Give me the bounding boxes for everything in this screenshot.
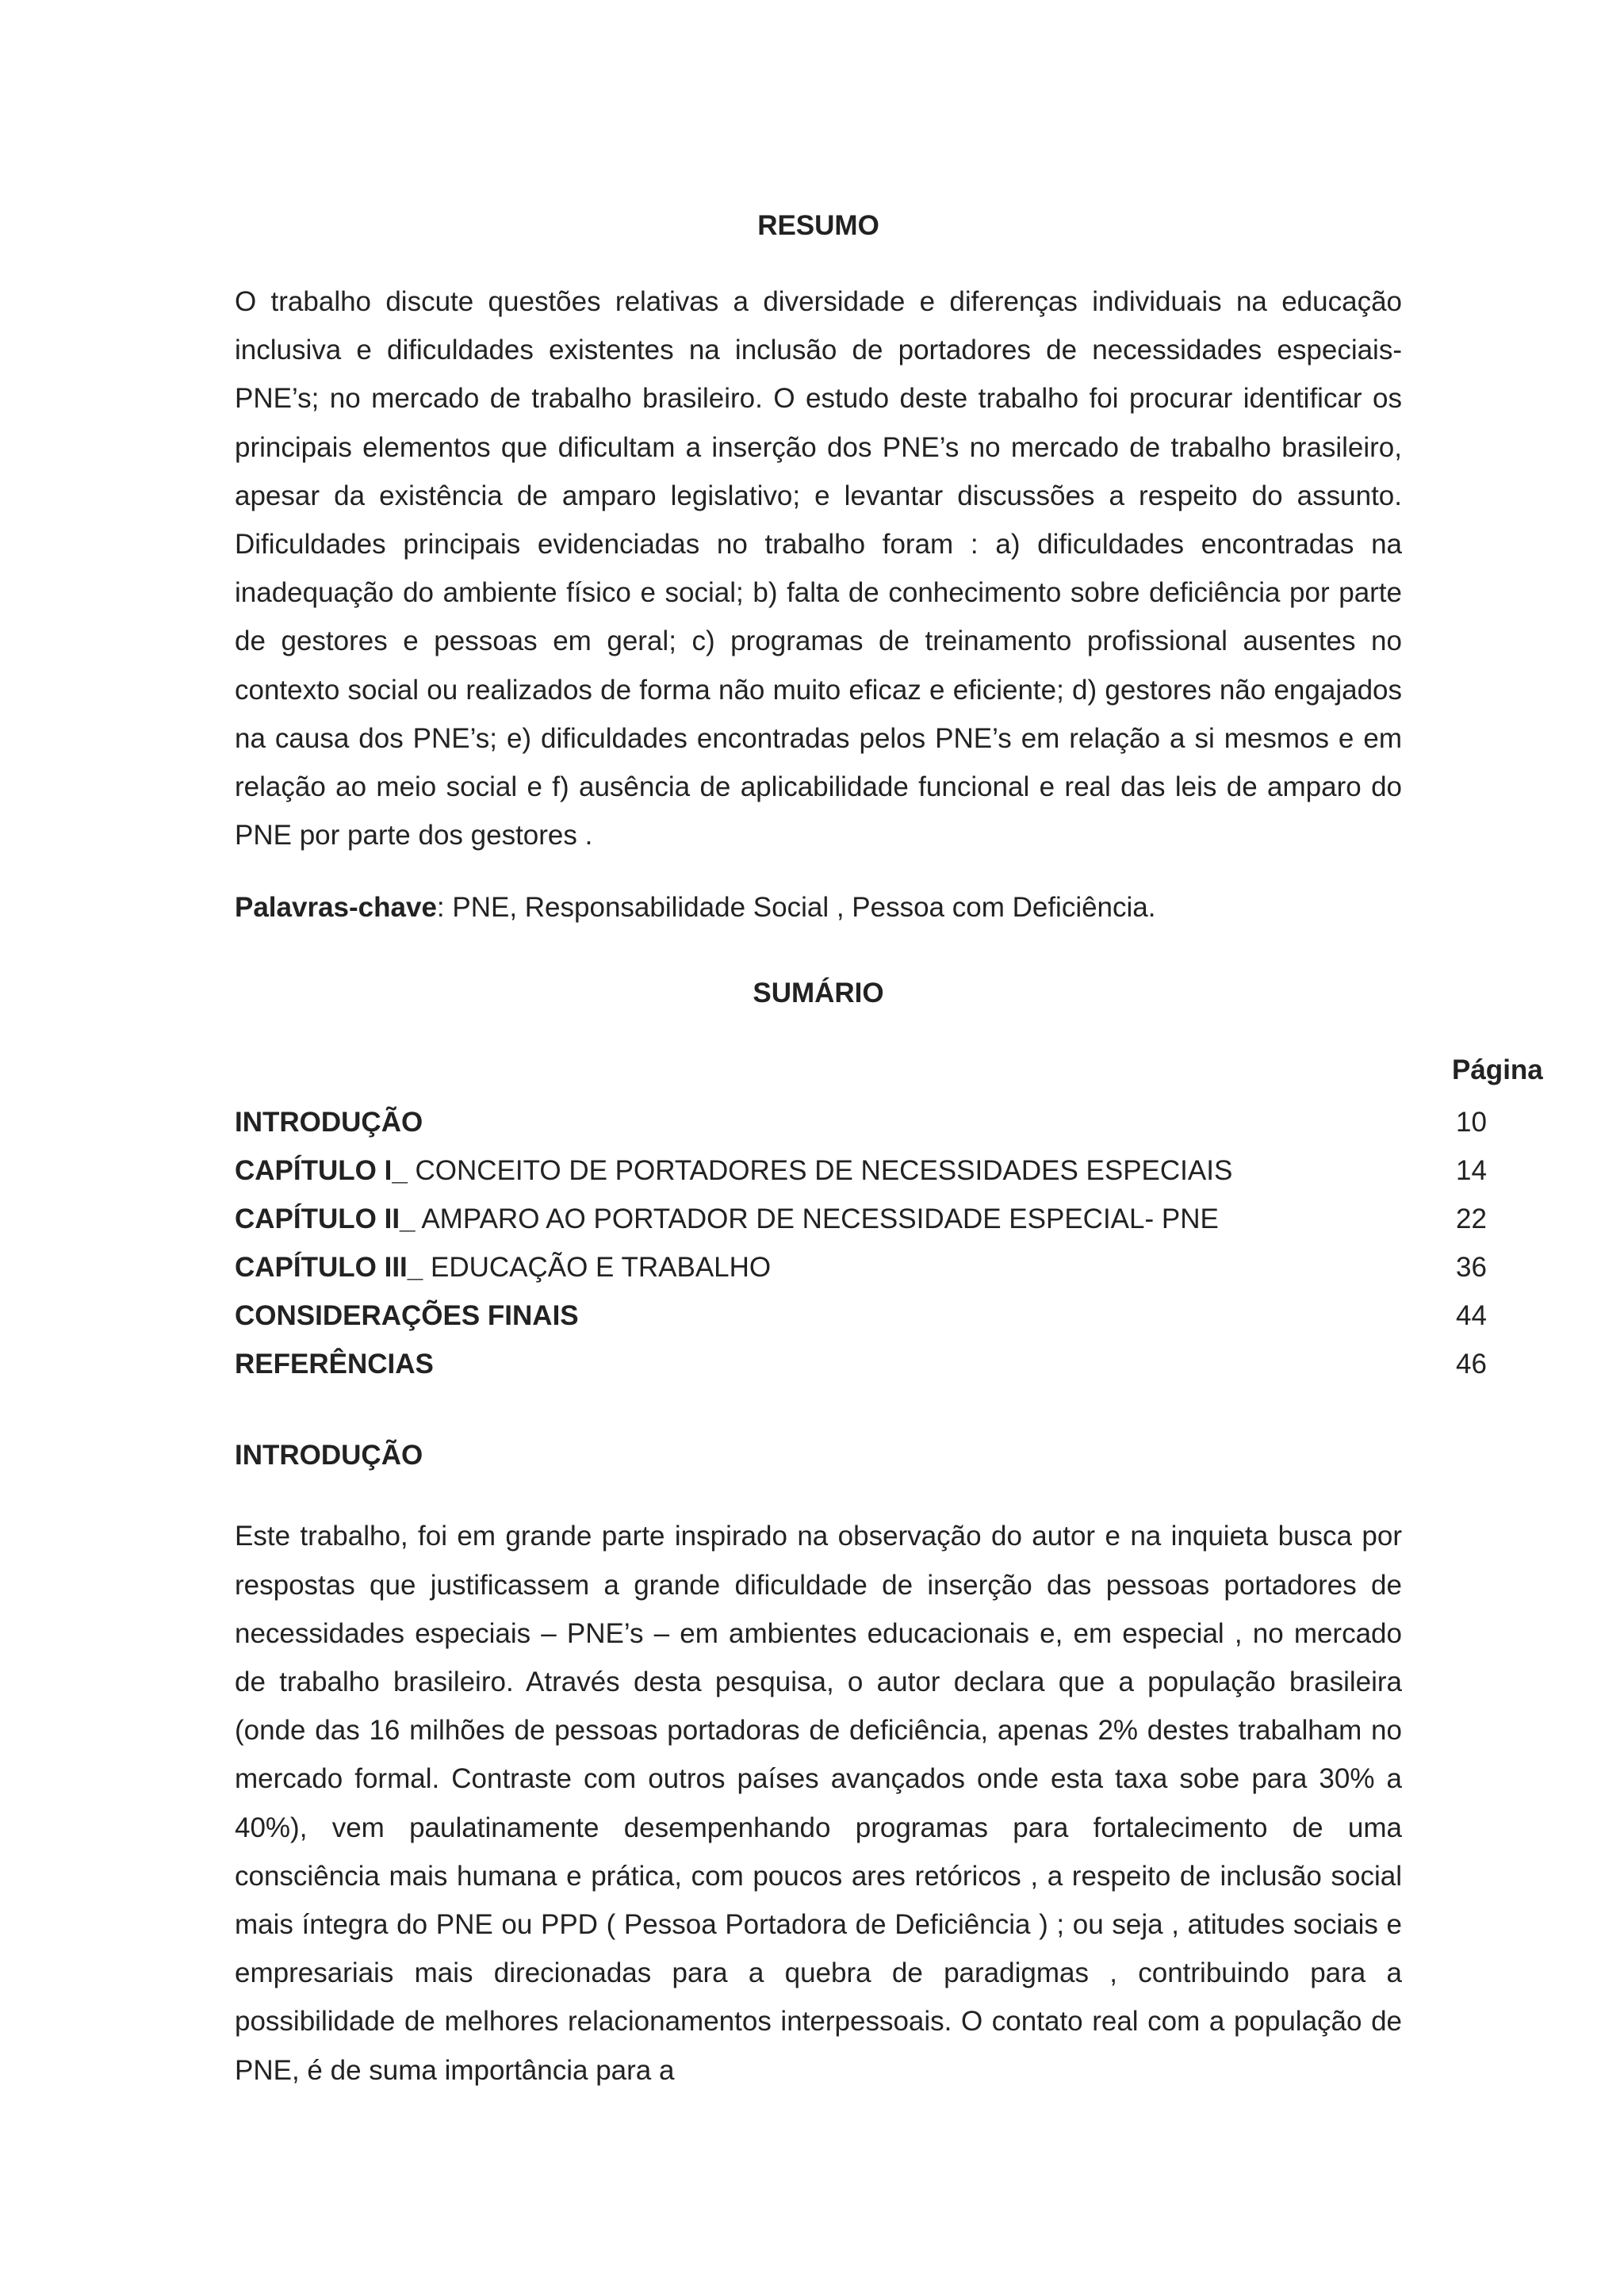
toc-page-header-label: Página [1452,1054,1543,1086]
keywords-text: : PNE, Responsabilidade Social , Pessoa com Deficiência. [436,892,1156,924]
introducao-heading: INTRODUÇÃO [235,1440,423,1471]
toc-entry-text: AMPARO AO PORTADOR DE NECESSIDADE ESPECIAL- PNE [415,1203,1219,1235]
resumo-paragraph: O trabalho discute questões relativas a diversidade e diferenças individuais na educação inclusiva e dificuldades existentes na inclusão de portadores de necessidades especiais-PNE’s; no mercado de trabalho brasileiro. O estudo deste trabalho foi procurar identificar os principais elementos que dificultam a inserção dos PNE’s no mercado de trabalho brasileiro, apesar da existência de amparo legislativo; e levantar discussões a respeito do assunto. Dificuldades principais evidenciadas no trabalho foram : a) dificuldades encontradas na inadequação do ambiente físico e social; b) falta de conhecimento sobre deficiência por parte de gestores e pessoas em geral; c) programas de treinamento profissional ausentes no contexto social ou realizados de forma não muito eficaz e eficiente; d) gestores não engajados na causa dos PNE’s; e) dificuldades encontradas pelos PNE’s em relação a si mesmos e em relação ao meio social e f) ausência de aplicabilidade funcional e real das leis de amparo do PNE por parte dos gestores . [235,286,1402,851]
toc-entry-page: 10 [1456,1107,1487,1138]
document-page [235,190,1543,2095]
toc-entry [235,1098,1567,1146]
sumario-heading: SUMÁRIO [753,978,884,1009]
toc-entry-bold: CONSIDERAÇÕES FINAIS [235,1300,579,1332]
toc-entry-page: 36 [1456,1252,1487,1284]
toc-entry-bold: INTRODUÇÃO [235,1107,423,1138]
toc-entry [235,1243,1567,1292]
toc-entry-bold: CAPÍTULO II_ [235,1203,416,1235]
toc-entry-page: 44 [1456,1300,1487,1332]
resumo-heading: RESUMO [757,210,879,241]
toc-entry [235,1292,1567,1340]
toc-entry-bold: REFERÊNCIAS [235,1349,434,1380]
toc-entry [235,1340,1567,1388]
toc-entry [235,1195,1567,1243]
introducao-paragraph: Este trabalho, foi em grande parte inspirado na observação do autor e na inquieta busca por respostas que justificassem a grande dificuldade de inserção das pessoas portadores de necessidades especiais – PNE’s – em ambientes educacionais e, em especial , no mercado de trabalho brasileiro. Através desta pesquisa, o autor declara que a população brasileira (onde das 16 milhões de pessoas portadoras de deficiência, apenas 2% destes trabalham no mercado formal. Contraste com outros países avançados onde esta taxa sobe para 30% a 40%), vem paulatinamente desempenhando programas para fortalecimento de uma consciência mais humana e prática, com poucos ares retóricos , a respeito de inclusão social mais íntegra do PNE ou PPD ( Pessoa Portadora de Deficiência ) ; ou seja , atitudes sociais e empresariais mais direcionadas para a quebra de paradigmas , contribuindo para a possibilidade de melhores relacionamentos interpessoais. O contato real com a população de PNE, é de suma importância para a [235,1521,1402,2086]
toc-page-column-header [235,1050,1567,1098]
toc-entry-bold: CAPÍTULO III_ [235,1252,423,1284]
toc-entry-page: 46 [1456,1349,1487,1380]
toc-entry [235,1146,1567,1195]
toc-entry-page: 22 [1456,1203,1487,1235]
toc-entry-text: CONCEITO DE PORTADORES DE NECESSIDADES ESPECIAIS [407,1155,1233,1187]
keywords-line [235,888,1402,928]
toc-entry-page: 14 [1456,1155,1487,1187]
toc-entry-bold: CAPÍTULO I_ [235,1155,408,1187]
toc-entry-text: EDUCAÇÃO E TRABALHO [423,1252,772,1284]
table-of-contents [235,1050,1567,1388]
keywords-label: Palavras-chave [235,892,437,924]
